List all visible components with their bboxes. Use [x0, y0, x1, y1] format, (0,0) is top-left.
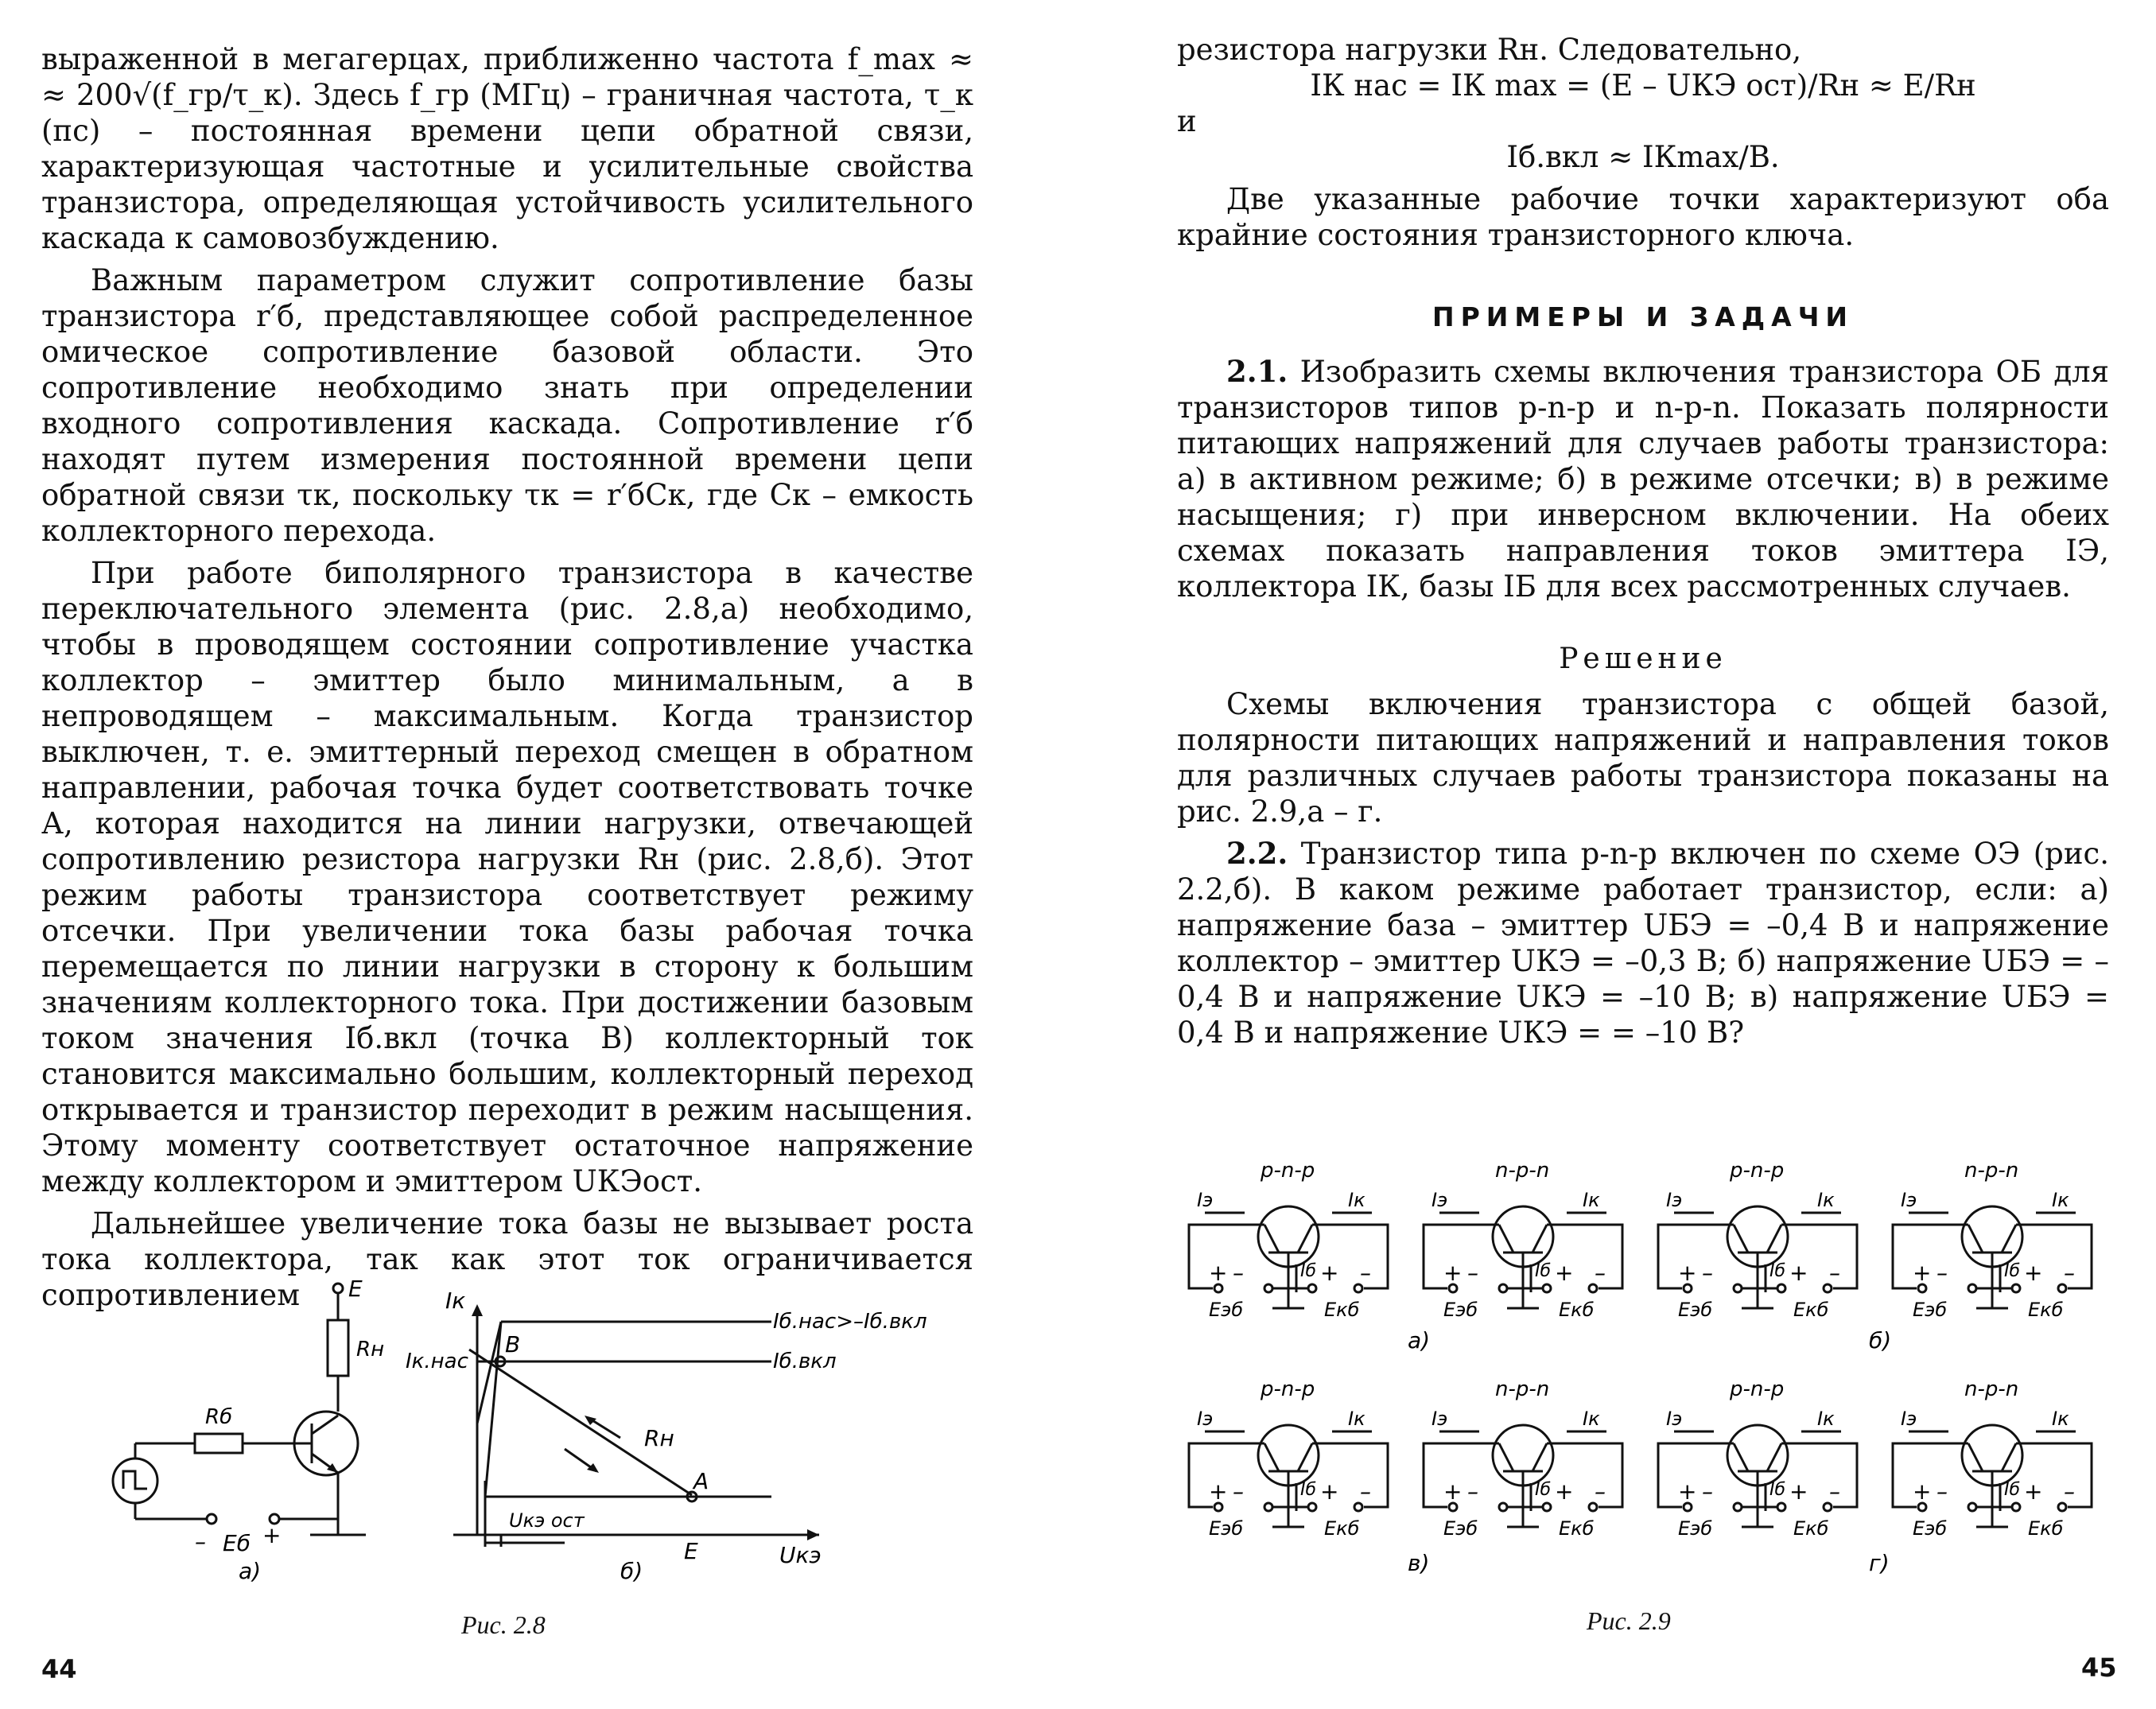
- sign: –: [1595, 1478, 1606, 1505]
- sign: –: [1702, 1260, 1713, 1286]
- sign: –: [1360, 1478, 1371, 1505]
- label-e: E: [348, 1276, 363, 1302]
- sign: –: [2064, 1260, 2075, 1286]
- paragraph: выраженной в мегагерцах, приближенно частота f_max ≈ ≈ 200√(f_гр/τ_к). Здесь f_гр (МГц) – граничная частота, τ_к (пс) – постоянная времени цепи обратной связи, характеризующая частотные и усилительные свойства транзистора, определяющая устойчивость усилительного каскада к самовозбуждению.: [41, 42, 973, 255]
- label-ik: Iк: [1583, 1408, 1600, 1430]
- paragraph: и: [1177, 104, 1197, 138]
- sign: +: [1209, 1478, 1228, 1505]
- label-ekb: Eкб: [2028, 1299, 2064, 1321]
- figure-caption: Рис. 2.8: [461, 1610, 546, 1639]
- sign: +: [1443, 1260, 1463, 1286]
- sign: +: [1678, 1260, 1697, 1286]
- sign: +: [1789, 1478, 1808, 1505]
- terminal: [1308, 1503, 1316, 1511]
- label-ekb: Eкб: [2028, 1517, 2064, 1540]
- label-ib: Iб: [1769, 1261, 1786, 1281]
- label-ik: Iк: [2052, 1189, 2069, 1211]
- paragraph: Важным параметром служит сопротивление базы транзистора r′б, представляющее собой распределенное омическое сопротивление базовой области. Это сопротивление необходимо знать при определении входного сопротивления каскада. Сопротивление r′б находят путем измерения постоянной времени цепи обратной связи τк, поскольку τк = r′бCк, где Cк – емкость коллекторного перехода.: [41, 263, 973, 548]
- sign-plus: +: [262, 1522, 282, 1548]
- label-ekb: Eкб: [1793, 1299, 1829, 1321]
- label-ib: Iб: [1300, 1261, 1317, 1281]
- transistor-type: n-p-n: [1495, 1159, 1550, 1183]
- label-ie: Iэ: [1197, 1408, 1214, 1430]
- label-ekb: Eкб: [1324, 1299, 1360, 1321]
- sign: +: [1443, 1478, 1463, 1505]
- formula: Iб.вкл ≈ IКmax/B.: [1506, 140, 1780, 174]
- label-ibnas: Iб.нас>–Iб.вкл: [773, 1310, 927, 1334]
- terminal: [1777, 1284, 1785, 1292]
- resistor-rb: [195, 1434, 243, 1453]
- terminal: [1264, 1284, 1272, 1292]
- emitter-lead: [1968, 1443, 1983, 1471]
- label-eeb: Eэб: [1443, 1517, 1478, 1540]
- label-ibvkl: Iб.вкл: [773, 1350, 837, 1373]
- terminal: [1543, 1284, 1551, 1292]
- sign: –: [1702, 1478, 1713, 1505]
- label-ie: Iэ: [1197, 1189, 1214, 1211]
- collector-lead: [1533, 1225, 1547, 1253]
- sign: –: [1937, 1478, 1948, 1505]
- sign: +: [1678, 1478, 1697, 1505]
- label-ib: Iб: [2004, 1480, 2021, 1500]
- collector-lead: [1298, 1225, 1312, 1253]
- transistor-type: p-n-p: [1261, 1377, 1315, 1401]
- sign: +: [1320, 1260, 1339, 1286]
- sign: –: [1595, 1260, 1606, 1286]
- sign: +: [1913, 1478, 1932, 1505]
- label-eeb: Eэб: [1913, 1517, 1948, 1540]
- label-ekb: Eкб: [1559, 1517, 1595, 1540]
- emitter-lead: [1499, 1225, 1513, 1253]
- sign: –: [1937, 1260, 1948, 1286]
- problem-number: 2.1.: [1226, 354, 1288, 389]
- terminal: [1968, 1284, 1976, 1292]
- sign: +: [1320, 1478, 1339, 1505]
- label-ib: Iб: [1769, 1480, 1786, 1500]
- sign: –: [1829, 1260, 1840, 1286]
- collector-lead: [2002, 1225, 2016, 1253]
- sub-label-b: б): [620, 1558, 643, 1583]
- label-eeb: Eэб: [1913, 1299, 1948, 1321]
- sign: –: [1233, 1478, 1244, 1505]
- sign: +: [2024, 1478, 2043, 1505]
- page-number: 44: [41, 1654, 77, 1684]
- label-ib: Iб: [1535, 1480, 1552, 1500]
- sub-label-a: а): [239, 1558, 262, 1583]
- right-page: [1078, 0, 2156, 1709]
- terminal: [1499, 1503, 1507, 1511]
- label-point-a: A: [693, 1468, 709, 1494]
- label-ekb: Eкб: [1559, 1299, 1595, 1321]
- sub-label: в): [1408, 1550, 1430, 1576]
- paragraph: Транзистор типа p-n-p включен по схеме ОЭ (рис. 2.2,б). В каком режиме работает транзистор, если: а) напряжение база – эмиттер UБЭ = –0,4 В и напряжение коллектор – эмиттер UКЭ = –0,3 В; б) напряжение UБЭ = –0,4 В и напряжение UКЭ = –10 В; в) напряжение UБЭ = 0,4 В и напряжение UКЭ = = –10 В?: [1177, 837, 2110, 1050]
- label-rb: Rб: [205, 1405, 233, 1429]
- terminal: [1777, 1503, 1785, 1511]
- terminal: [1308, 1284, 1316, 1292]
- sign: –: [1467, 1478, 1478, 1505]
- collector-lead: [1533, 1443, 1547, 1471]
- page-number: 45: [2081, 1653, 2117, 1683]
- figure-2-9: [1169, 1145, 2115, 1606]
- label-uke: Uкэ: [779, 1542, 822, 1568]
- label-ik: Iк: [2052, 1408, 2069, 1430]
- emitter-lead: [1734, 1225, 1748, 1253]
- label-ie: Iэ: [1666, 1408, 1683, 1430]
- label-ekb: Eкб: [1793, 1517, 1829, 1540]
- label-ekb: Eкб: [1324, 1517, 1360, 1540]
- solution-heading: Решение: [1559, 643, 1727, 675]
- sign: –: [1829, 1478, 1840, 1505]
- label-ib: Iб: [2004, 1261, 2021, 1281]
- sign-minus: –: [195, 1528, 206, 1555]
- terminal: [1734, 1503, 1742, 1511]
- emitter-lead: [1264, 1443, 1279, 1471]
- emitter-lead: [1968, 1225, 1983, 1253]
- collector-lead: [2002, 1443, 2016, 1471]
- right-text-column: [1177, 32, 2109, 1051]
- label-ik: Iк: [1348, 1189, 1365, 1211]
- label-iknas: Iк.нас: [406, 1350, 468, 1373]
- terminal: [1734, 1284, 1742, 1292]
- label-ik: Iк: [1348, 1408, 1365, 1430]
- label-ik: Iк: [445, 1288, 466, 1314]
- terminal: [2012, 1284, 2020, 1292]
- terminal: [1499, 1284, 1507, 1292]
- label-eeb: Eэб: [1443, 1299, 1478, 1321]
- label-rn-line: Rн: [644, 1425, 674, 1451]
- label-point-b: B: [505, 1331, 521, 1357]
- label-eeb: Eэб: [1678, 1299, 1713, 1321]
- terminal: [1543, 1503, 1551, 1511]
- sign: +: [1555, 1478, 1574, 1505]
- figure-2-8a: [103, 1272, 414, 1583]
- figure-2-8b: [406, 1272, 930, 1583]
- label-eeb: Eэб: [1209, 1299, 1244, 1321]
- paragraph: Дальнейшее увеличение тока базы не вызывает роста тока коллектора, так как этот ток ограничивается сопротивлением: [41, 1206, 973, 1312]
- label-ie: Iэ: [1432, 1408, 1448, 1430]
- transistor-type: n-p-n: [1964, 1377, 2019, 1401]
- terminal: [1968, 1503, 1976, 1511]
- label-eeb: Eэб: [1209, 1517, 1244, 1540]
- label-eb: Eб: [223, 1530, 251, 1556]
- sub-label: б): [1869, 1327, 1892, 1354]
- paragraph: резистора нагрузки Rн. Следовательно,: [1177, 33, 1802, 67]
- label-ie: Iэ: [1666, 1189, 1683, 1211]
- sub-label: а): [1408, 1327, 1431, 1354]
- sign: +: [1913, 1260, 1932, 1286]
- problem-number: 2.2.: [1226, 836, 1288, 871]
- sign: +: [1209, 1260, 1228, 1286]
- paragraph: При работе биполярного транзистора в качестве переключательного элемента (рис. 2.8,а) необходимо, чтобы в проводящем состоянии сопротивление участка коллектор – эмиттер было минимальным, а в непроводящем – максимальным. Когда транзистор выключен, т. е. эмиттерный переход смещен в обратном направлении, рабочая точка будет соответствовать точке А, которая находится на линии нагрузки, отвечающей сопротивлению резистора нагрузки Rн (рис. 2.8,б). Этот режим работы транзистора соответствует режиму отсечки. При увеличении тока базы рабочая точка перемещается по линии нагрузки в сторону к большим значениям коллекторного тока. При достижении базовым током значения Iб.вкл (точка В) коллекторный ток становится максимально большим, коллекторный переход открывается и транзистор переходит в режим насыщения. Этому моменту соответствует остаточное напряжение между коллектором и эмиттером UКЭост.: [41, 556, 973, 1198]
- label-axis-e: E: [684, 1538, 698, 1564]
- formula: IК нас = IК max = (E – UКЭ ост)/Rн ≈ E/Rн: [1310, 68, 1976, 103]
- paragraph: Две указанные рабочие точки характеризуют оба крайние состояния транзисторного ключа.: [1177, 182, 2109, 252]
- sign: –: [1233, 1260, 1244, 1286]
- transistor-type: p-n-p: [1730, 1159, 1785, 1183]
- load-line: [469, 1350, 692, 1495]
- transistor-type: n-p-n: [1495, 1377, 1550, 1401]
- sign: –: [1360, 1260, 1371, 1286]
- sign: –: [2064, 1478, 2075, 1505]
- collector-lead: [1767, 1225, 1781, 1253]
- label-ie: Iэ: [1901, 1408, 1917, 1430]
- collector-lead: [1767, 1443, 1781, 1471]
- terminal: [2012, 1503, 2020, 1511]
- label-ie: Iэ: [1901, 1189, 1917, 1211]
- label-ie: Iэ: [1432, 1189, 1448, 1211]
- left-text-column: [41, 41, 973, 1313]
- transistor-type: n-p-n: [1964, 1159, 2019, 1183]
- label-eeb: Eэб: [1678, 1517, 1713, 1540]
- sign: +: [1555, 1260, 1574, 1286]
- transistor-type: p-n-p: [1730, 1377, 1785, 1401]
- terminal-e: [333, 1284, 343, 1293]
- transistor-type: p-n-p: [1261, 1159, 1315, 1183]
- section-heading: ПРИМЕРЫ И ЗАДАЧИ: [1432, 301, 1854, 332]
- figure-caption: Рис. 2.9: [1587, 1606, 1671, 1635]
- label-ik: Iк: [1583, 1189, 1600, 1211]
- label-ukeost: Uкэ ост: [509, 1509, 585, 1532]
- collector-lead: [1298, 1443, 1312, 1471]
- sign: –: [1467, 1260, 1478, 1286]
- sign: +: [2024, 1260, 2043, 1286]
- terminal: [1264, 1503, 1272, 1511]
- emitter-lead: [1264, 1225, 1279, 1253]
- label-rn: Rн: [356, 1338, 385, 1361]
- sub-label: г): [1869, 1550, 1890, 1576]
- paragraph: Изобразить схемы включения транзистора ОБ для транзисторов типов p-n-p и n-p-n. Показать полярности питающих напряжений для случаев работы транзистора: а) в активном режиме; б) в режиме отсечки; в) в режиме насыщения; г) при инверсном включении. На обеих схемах показать направления токов эмиттера IЭ, коллектора IК, базы IБ для всех рассмотренных случаев.: [1177, 355, 2109, 604]
- emitter-lead: [1499, 1443, 1513, 1471]
- label-ik: Iк: [1817, 1408, 1835, 1430]
- label-ib: Iб: [1535, 1261, 1552, 1281]
- label-ik: Iк: [1817, 1189, 1835, 1211]
- resistor-rn: [328, 1320, 348, 1376]
- emitter-lead: [1734, 1443, 1748, 1471]
- sign: +: [1789, 1260, 1808, 1286]
- paragraph: Схемы включения транзистора с общей базой, полярности питающих напряжений и направления токов для различных случаев работы транзистора показаны на рис. 2.9,а – г.: [1177, 687, 2109, 829]
- label-ib: Iб: [1300, 1480, 1317, 1500]
